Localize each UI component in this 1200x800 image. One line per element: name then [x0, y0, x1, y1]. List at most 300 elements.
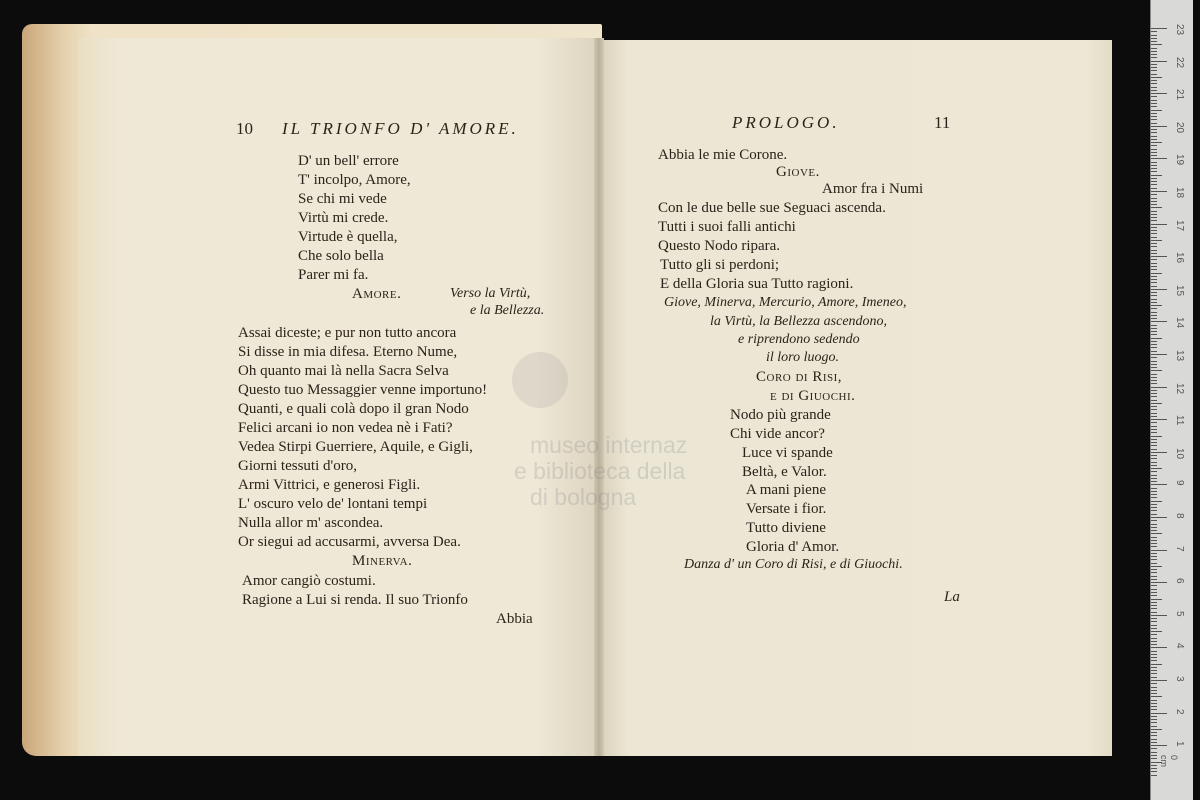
- ruler-tick: [1151, 465, 1157, 466]
- ruler-tick: [1151, 517, 1167, 518]
- ruler-tick: [1151, 716, 1157, 717]
- ruler-tick: [1151, 416, 1157, 417]
- ruler-number: 21: [1174, 89, 1185, 101]
- speaker-name: e di Giuochi.: [770, 388, 856, 404]
- ruler-number: 7: [1174, 545, 1185, 552]
- ruler-tick: [1151, 233, 1157, 234]
- ruler-tick: [1151, 191, 1167, 192]
- stage-direction: Danza d' un Coro di Risi, e di Giuochi.: [684, 557, 903, 572]
- book-gutter: [594, 38, 604, 756]
- ruler-tick: [1151, 419, 1167, 420]
- ruler-tick: [1151, 48, 1157, 49]
- ruler-tick: [1151, 93, 1167, 94]
- ruler-tick: [1151, 426, 1157, 427]
- ruler-tick: [1151, 478, 1157, 479]
- ruler-tick: [1151, 201, 1157, 202]
- ruler-number: 13: [1174, 350, 1185, 362]
- ruler-tick: [1151, 432, 1157, 433]
- ruler-number: 2: [1174, 708, 1185, 715]
- stage-direction: Giove, Minerva, Mercurio, Amore, Imeneo,: [664, 295, 907, 310]
- ruler-tick: [1151, 406, 1157, 407]
- catchword: La: [944, 589, 960, 605]
- right-running-head: PROLOGO.: [732, 113, 840, 132]
- ruler-tick: [1151, 364, 1157, 365]
- ruler-tick: [1151, 775, 1157, 776]
- ruler-tick: [1151, 204, 1157, 205]
- ruler-tick: [1151, 582, 1167, 583]
- ruler-tick: [1151, 393, 1157, 394]
- ruler-tick: [1151, 713, 1167, 714]
- ruler-number: 20: [1174, 121, 1185, 133]
- ruler-tick: [1151, 592, 1157, 593]
- ruler-tick: [1151, 758, 1157, 759]
- ruler-number: 18: [1174, 187, 1185, 199]
- ruler-number: 14: [1174, 317, 1185, 329]
- ruler-tick: [1151, 657, 1157, 658]
- ruler-tick: [1151, 442, 1157, 443]
- verse-line: Nodo più grande: [730, 407, 831, 423]
- ruler-tick: [1151, 158, 1167, 159]
- ruler-tick: [1151, 687, 1157, 688]
- ruler-tick: [1151, 279, 1157, 280]
- stage-direction: e la Bellezza.: [470, 303, 545, 318]
- ruler-tick: [1151, 546, 1157, 547]
- verse-line: Oh quanto mai là nella Sacra Selva: [238, 363, 449, 379]
- watermark-text: museo internaz: [530, 432, 688, 458]
- verse-line: Quanti, e quali colà dopo il gran Nodo: [238, 401, 469, 417]
- ruler-tick: [1151, 514, 1157, 515]
- ruler-tick: [1151, 739, 1157, 740]
- ruler-tick: [1151, 302, 1157, 303]
- verse-line: Questo tuo Messaggier venne importuno!: [238, 382, 488, 398]
- ruler-tick: [1151, 654, 1157, 655]
- ruler-tick: [1151, 282, 1157, 283]
- ruler-tick: [1151, 429, 1157, 430]
- ruler-tick: [1151, 175, 1162, 176]
- ruler-tick: [1151, 237, 1157, 238]
- ruler-tick: [1151, 667, 1157, 668]
- verse-line: Ragione a Lui si renda. Il suo Trionfo: [242, 592, 468, 608]
- ruler-tick: [1151, 540, 1157, 541]
- ruler-number: 4: [1174, 643, 1185, 649]
- verse-line: Amor fra i Numi: [822, 181, 924, 197]
- ruler-tick: [1151, 315, 1157, 316]
- ruler-tick: [1151, 589, 1157, 590]
- verse-line: Che solo bella: [298, 248, 384, 264]
- verse-line: Virtù mi crede.: [298, 210, 389, 226]
- ruler-tick: [1151, 246, 1157, 247]
- ruler-tick: [1151, 530, 1157, 531]
- ruler-tick: [1151, 703, 1157, 704]
- ruler-tick: [1151, 312, 1157, 313]
- ruler-tick: [1151, 136, 1157, 137]
- ruler-number: 3: [1174, 676, 1185, 682]
- verse-line: Tutti i suoi falli antichi: [658, 219, 796, 235]
- verse-line: E della Gloria sua Tutto ragioni.: [660, 276, 854, 292]
- verse-line: Versate i fior.: [746, 501, 827, 517]
- ruler-tick: [1151, 612, 1157, 613]
- verse-line: Con le due belle sue Seguaci ascenda.: [658, 200, 886, 216]
- ruler-tick: [1151, 468, 1162, 469]
- ruler-tick: [1151, 44, 1162, 45]
- ruler-tick: [1151, 742, 1157, 743]
- ruler-tick: [1151, 726, 1157, 727]
- ruler-tick: [1151, 673, 1157, 674]
- ruler-tick: [1151, 615, 1167, 616]
- watermark-text: e biblioteca della: [514, 458, 686, 484]
- ruler-tick: [1151, 722, 1157, 723]
- ruler-tick: [1151, 403, 1162, 404]
- ruler-tick: [1151, 38, 1157, 39]
- stage-direction: e riprendono sedendo: [738, 332, 860, 347]
- ruler-number: 16: [1174, 252, 1185, 264]
- ruler-tick: [1151, 243, 1157, 244]
- ruler-tick: [1151, 537, 1157, 538]
- verse-line: Parer mi fa.: [298, 267, 369, 283]
- ruler-tick: [1151, 383, 1157, 384]
- ruler-tick: [1151, 481, 1157, 482]
- ruler-tick: [1151, 501, 1162, 502]
- ruler-number: 23: [1174, 24, 1185, 36]
- ruler-tick: [1151, 494, 1157, 495]
- catchword: Abbia: [496, 611, 533, 627]
- ruler-tick: [1151, 224, 1167, 225]
- ruler-unit-label: 0 cm: [1159, 755, 1179, 767]
- ruler-tick: [1151, 289, 1167, 290]
- ruler-tick: [1151, 497, 1157, 498]
- ruler-tick: [1151, 422, 1157, 423]
- verse-line: Se chi mi vede: [298, 191, 387, 207]
- ruler-tick: [1151, 690, 1157, 691]
- ruler-tick: [1151, 28, 1167, 29]
- ruler-tick: [1151, 357, 1157, 358]
- ruler-tick: [1151, 266, 1157, 267]
- ruler-tick: [1151, 413, 1157, 414]
- ruler-tick: [1151, 110, 1162, 111]
- ruler-tick: [1151, 198, 1157, 199]
- ruler-tick: [1151, 618, 1157, 619]
- ruler-tick: [1151, 70, 1157, 71]
- ruler-tick: [1151, 377, 1157, 378]
- verse-line: Gloria d' Amor.: [746, 539, 840, 555]
- ruler-tick: [1151, 647, 1167, 648]
- ruler-tick: [1151, 139, 1157, 140]
- verse-line: Armi Vittrici, e generosi Figli.: [238, 477, 421, 493]
- ruler-tick: [1151, 119, 1157, 120]
- verse-line: Questo Nodo ripara.: [658, 238, 781, 254]
- ruler-tick: [1151, 563, 1157, 564]
- ruler-tick: [1151, 286, 1157, 287]
- watermark-text: di bologna: [530, 484, 637, 510]
- ruler-tick: [1151, 328, 1157, 329]
- ruler-tick: [1151, 145, 1157, 146]
- ruler-tick: [1151, 142, 1162, 143]
- ruler-tick: [1151, 171, 1157, 172]
- verse-line: Virtude è quella,: [298, 229, 398, 245]
- ruler-tick: [1151, 556, 1157, 557]
- ruler-tick: [1151, 488, 1157, 489]
- ruler-tick: [1151, 211, 1157, 212]
- ruler-tick: [1151, 471, 1157, 472]
- ruler-tick: [1151, 351, 1157, 352]
- ruler-tick: [1151, 732, 1157, 733]
- ruler-number: 22: [1174, 56, 1185, 68]
- ruler-tick: [1151, 755, 1157, 756]
- ruler-number: 9: [1174, 480, 1185, 486]
- ruler-tick: [1151, 370, 1162, 371]
- ruler-tick: [1151, 400, 1157, 401]
- ruler-tick: [1151, 253, 1157, 254]
- ruler-number: 1: [1174, 741, 1185, 747]
- ruler-tick: [1151, 100, 1157, 101]
- ruler-tick: [1151, 452, 1167, 453]
- ruler-tick: [1151, 361, 1157, 362]
- ruler-tick: [1151, 113, 1157, 114]
- ruler-number: 12: [1174, 382, 1185, 394]
- ruler-tick: [1151, 152, 1157, 153]
- verse-line: Luce vi spande: [742, 445, 833, 461]
- ruler-tick: [1151, 748, 1157, 749]
- ruler-tick: [1151, 57, 1157, 58]
- ruler-tick: [1151, 700, 1157, 701]
- verse-line: Beltà, e Valor.: [742, 464, 827, 480]
- ruler-tick: [1151, 709, 1157, 710]
- verse-line: A mani piene: [746, 482, 826, 498]
- ruler-tick: [1151, 129, 1157, 130]
- ruler-tick: [1151, 132, 1157, 133]
- measuring-ruler: [1150, 0, 1193, 800]
- ruler-tick: [1151, 719, 1157, 720]
- ruler-tick: [1151, 64, 1157, 65]
- verse-line: Vedea Stirpi Guerriere, Aquile, e Gigli,: [238, 439, 473, 455]
- ruler-tick: [1151, 250, 1157, 251]
- speaker-name: Amore.: [352, 286, 402, 302]
- ruler-number: 8: [1174, 513, 1185, 519]
- speaker-name: Coro di Risi,: [756, 369, 843, 385]
- stage-direction: Verso la Virtù,: [450, 286, 531, 301]
- ruler-tick: [1151, 621, 1157, 622]
- ruler-tick: [1151, 54, 1157, 55]
- ruler-tick: [1151, 276, 1157, 277]
- ruler-tick: [1151, 168, 1157, 169]
- ruler-tick: [1151, 80, 1157, 81]
- ruler-tick: [1151, 735, 1157, 736]
- ruler-tick: [1151, 566, 1162, 567]
- ruler-tick: [1151, 217, 1157, 218]
- ruler-tick: [1151, 96, 1157, 97]
- ruler-tick: [1151, 256, 1167, 257]
- ruler-tick: [1151, 269, 1157, 270]
- ruler-tick: [1151, 765, 1157, 766]
- ruler-tick: [1151, 240, 1162, 241]
- ruler-tick: [1151, 165, 1157, 166]
- ruler-tick: [1151, 51, 1157, 52]
- ruler-tick: [1151, 445, 1157, 446]
- ruler-tick: [1151, 259, 1157, 260]
- ruler-tick: [1151, 149, 1157, 150]
- ruler-tick: [1151, 579, 1157, 580]
- ruler-tick: [1151, 41, 1157, 42]
- ruler-tick: [1151, 230, 1157, 231]
- ruler-tick: [1151, 638, 1157, 639]
- ruler-tick: [1151, 367, 1157, 368]
- ruler-tick: [1151, 458, 1157, 459]
- ruler-tick: [1151, 90, 1157, 91]
- ruler-number: 6: [1174, 578, 1185, 584]
- ruler-tick: [1151, 683, 1157, 684]
- ruler-tick: [1151, 31, 1157, 32]
- speaker-name: Minerva.: [352, 553, 413, 569]
- ruler-tick: [1151, 771, 1157, 772]
- ruler-tick: [1151, 318, 1157, 319]
- ruler-tick: [1151, 74, 1157, 75]
- ruler-tick: [1151, 664, 1162, 665]
- verse-line: Tutto diviene: [746, 520, 826, 536]
- ruler-tick: [1151, 292, 1157, 293]
- ruler-tick: [1151, 572, 1157, 573]
- ruler-tick: [1151, 77, 1162, 78]
- ruler-tick: [1151, 354, 1167, 355]
- ruler-tick: [1151, 207, 1162, 208]
- ruler-tick: [1151, 123, 1157, 124]
- ruler-tick: [1151, 35, 1157, 36]
- ruler-tick: [1151, 214, 1157, 215]
- watermark-logo: [512, 352, 568, 408]
- ruler-tick: [1151, 768, 1157, 769]
- ruler-tick: [1151, 126, 1167, 127]
- left-page-number: 10: [236, 119, 253, 138]
- ruler-number: 5: [1174, 610, 1185, 617]
- verse-line: T' incolpo, Amore,: [298, 172, 411, 188]
- ruler-tick: [1151, 227, 1157, 228]
- ruler-number: 17: [1174, 219, 1185, 231]
- ruler-tick: [1151, 380, 1157, 381]
- ruler-tick: [1151, 641, 1157, 642]
- ruler-tick: [1151, 299, 1157, 300]
- ruler-tick: [1151, 595, 1157, 596]
- ruler-tick: [1151, 651, 1157, 652]
- ruler-tick: [1151, 602, 1157, 603]
- ruler-tick: [1151, 295, 1157, 296]
- ruler-tick: [1151, 194, 1157, 195]
- ruler-tick: [1151, 543, 1157, 544]
- ruler-tick: [1151, 181, 1157, 182]
- ruler-tick: [1151, 155, 1157, 156]
- verse-line: Chi vide ancor?: [730, 426, 825, 442]
- ruler-tick: [1151, 184, 1157, 185]
- ruler-tick: [1151, 510, 1157, 511]
- verse-line: Giorni tessuti d'oro,: [238, 458, 357, 474]
- ruler-number: 10: [1174, 447, 1185, 459]
- ruler-tick: [1151, 449, 1157, 450]
- ruler-tick: [1151, 308, 1157, 309]
- ruler-tick: [1151, 61, 1167, 62]
- ruler-tick: [1151, 520, 1157, 521]
- ruler-tick: [1151, 576, 1157, 577]
- ruler-tick: [1151, 608, 1157, 609]
- ruler-tick: [1151, 696, 1162, 697]
- ruler-tick: [1151, 87, 1157, 88]
- verse-line: Assai diceste; e pur non tutto ancora: [238, 325, 457, 341]
- verse-line: Si disse in mia difesa. Eterno Nume,: [238, 344, 458, 360]
- ruler-tick: [1151, 569, 1157, 570]
- ruler-tick: [1151, 321, 1167, 322]
- ruler-tick: [1151, 338, 1162, 339]
- ruler-tick: [1151, 644, 1157, 645]
- ruler-tick: [1151, 390, 1157, 391]
- verse-line: D' un bell' errore: [298, 153, 399, 169]
- ruler-tick: [1151, 484, 1167, 485]
- ruler-tick: [1151, 178, 1157, 179]
- ruler-number: 15: [1174, 284, 1185, 296]
- ruler-tick: [1151, 162, 1157, 163]
- ruler-tick: [1151, 706, 1157, 707]
- ruler-tick: [1151, 527, 1157, 528]
- ruler-tick: [1151, 677, 1157, 678]
- stage-direction: il loro luogo.: [766, 350, 839, 365]
- verse-line: Or siegui ad accusarmi, avversa Dea.: [238, 534, 461, 550]
- ruler-tick: [1151, 83, 1157, 84]
- ruler-tick: [1151, 409, 1157, 410]
- ruler-tick: [1151, 396, 1157, 397]
- left-running-head: IL TRIONFO D' AMORE.: [282, 119, 519, 138]
- ruler-tick: [1151, 553, 1157, 554]
- verse-line: Tutto gli si perdoni;: [660, 257, 780, 273]
- ruler-tick: [1151, 347, 1157, 348]
- ruler-tick: [1151, 475, 1157, 476]
- ruler-number: 11: [1174, 415, 1185, 426]
- ruler-tick: [1151, 188, 1157, 189]
- ruler-tick: [1151, 745, 1167, 746]
- speaker-name: Giove.: [776, 164, 820, 180]
- ruler-tick: [1151, 374, 1157, 375]
- ruler-tick: [1151, 455, 1157, 456]
- ruler-tick: [1151, 273, 1162, 274]
- ruler-tick: [1151, 634, 1157, 635]
- ruler-tick: [1151, 103, 1157, 104]
- ruler-tick: [1151, 106, 1157, 107]
- ruler-tick: [1151, 585, 1157, 586]
- verse-line: L' oscuro velo de' lontani tempi: [238, 496, 428, 512]
- ruler-tick: [1151, 533, 1162, 534]
- verse-line: Abbia le mie Corone.: [658, 147, 788, 163]
- ruler-tick: [1151, 660, 1157, 661]
- ruler-tick: [1151, 439, 1157, 440]
- ruler-tick: [1151, 116, 1157, 117]
- ruler-tick: [1151, 387, 1167, 388]
- ruler-tick: [1151, 693, 1157, 694]
- ruler-tick: [1151, 334, 1157, 335]
- ruler-tick: [1151, 325, 1157, 326]
- stage-direction: la Virtù, la Bellezza ascendono,: [710, 314, 888, 329]
- ruler-tick: [1151, 504, 1157, 505]
- ruler-tick: [1151, 305, 1162, 306]
- ruler-tick: [1151, 436, 1162, 437]
- ruler-tick: [1151, 752, 1157, 753]
- ruler-tick: [1151, 507, 1157, 508]
- verse-line: Nulla allor m' ascondea.: [238, 515, 384, 531]
- ruler-tick: [1151, 670, 1157, 671]
- ruler-tick: [1151, 491, 1157, 492]
- ruler-tick: [1151, 344, 1157, 345]
- ruler-tick: [1151, 524, 1157, 525]
- ruler-tick: [1151, 605, 1157, 606]
- ruler-tick: [1151, 559, 1157, 560]
- verse-line: Amor cangiò costumi.: [242, 573, 376, 589]
- ruler-tick: [1151, 625, 1157, 626]
- ruler-tick: [1151, 462, 1157, 463]
- ruler-tick: [1151, 331, 1157, 332]
